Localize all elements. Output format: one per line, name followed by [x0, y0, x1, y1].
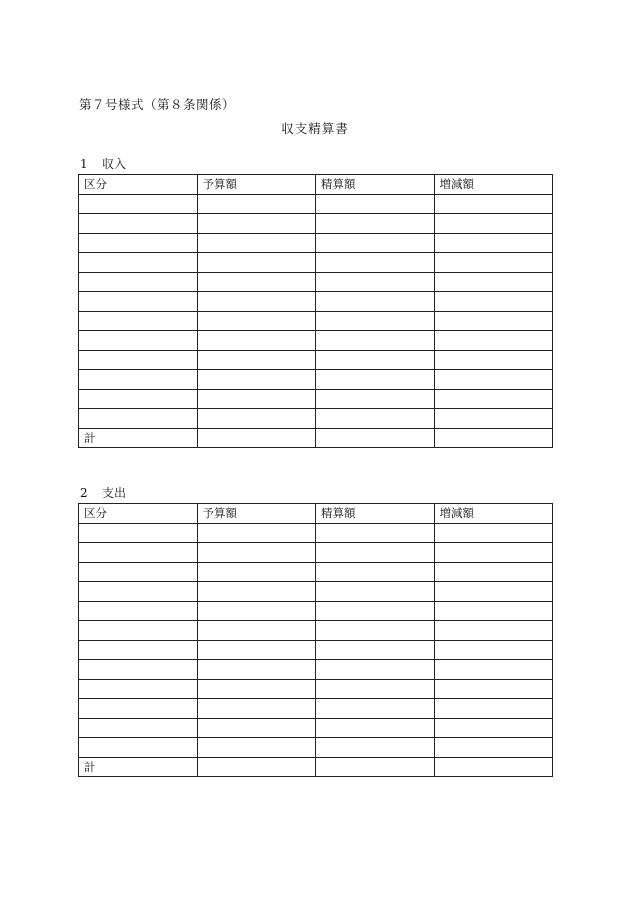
income-cell-difference[interactable] [434, 194, 553, 214]
income-cell-difference[interactable] [434, 214, 553, 234]
income-cell-budget[interactable] [197, 331, 316, 351]
expense-section-label: 支出 [102, 486, 127, 500]
expense-table-row [79, 640, 553, 660]
expense-cell-settled[interactable] [316, 679, 435, 699]
expense-cell-difference[interactable] [434, 601, 553, 621]
expense-cell-settled[interactable] [316, 601, 435, 621]
income-cell-category[interactable] [79, 409, 198, 429]
expense-header-row [79, 504, 553, 524]
income-cell-category[interactable] [79, 331, 198, 351]
expense-cell-category[interactable] [79, 640, 198, 660]
income-cell-difference[interactable] [434, 389, 553, 409]
expense-cell-settled[interactable] [316, 640, 435, 660]
income-table-row [79, 389, 553, 409]
income-cell-difference[interactable] [434, 331, 553, 351]
income-table [78, 174, 553, 448]
expense-table-row [79, 562, 553, 582]
expense-cell-settled[interactable] [316, 660, 435, 680]
income-col-category: 区分 [79, 175, 198, 195]
expense-cell-difference[interactable] [434, 543, 553, 563]
expense-section-heading [80, 484, 126, 501]
income-cell-settled[interactable] [316, 292, 435, 312]
income-col-difference: 増減額 [434, 175, 553, 195]
expense-cell-budget[interactable] [197, 718, 316, 738]
expense-cell-category[interactable] [79, 660, 198, 680]
income-cell-settled[interactable] [316, 389, 435, 409]
income-cell-settled[interactable] [316, 331, 435, 351]
income-header-row [79, 175, 553, 195]
income-cell-category[interactable] [79, 214, 198, 234]
expense-cell-difference[interactable] [434, 640, 553, 660]
income-total-difference[interactable] [434, 428, 553, 448]
income-cell-budget[interactable] [197, 350, 316, 370]
expense-cell-difference[interactable] [434, 562, 553, 582]
income-col-budget: 予算額 [197, 175, 316, 195]
income-total-settled[interactable] [316, 428, 435, 448]
expense-cell-settled[interactable] [316, 562, 435, 582]
expense-cell-budget[interactable] [197, 562, 316, 582]
expense-cell-settled[interactable] [316, 621, 435, 641]
income-cell-category[interactable] [79, 389, 198, 409]
income-table-row [79, 350, 553, 370]
income-total-budget[interactable] [197, 428, 316, 448]
expense-cell-category[interactable] [79, 543, 198, 563]
income-cell-difference[interactable] [434, 350, 553, 370]
income-cell-budget[interactable] [197, 194, 316, 214]
expense-cell-budget[interactable] [197, 582, 316, 602]
expense-table-row [79, 718, 553, 738]
expense-body [79, 523, 553, 757]
income-cell-budget[interactable] [197, 409, 316, 429]
expense-cell-budget[interactable] [197, 621, 316, 641]
income-cell-difference[interactable] [434, 233, 553, 253]
expense-cell-category[interactable] [79, 582, 198, 602]
expense-cell-difference[interactable] [434, 582, 553, 602]
expense-cell-category[interactable] [79, 738, 198, 758]
income-cell-settled[interactable] [316, 311, 435, 331]
income-cell-category[interactable] [79, 370, 198, 390]
income-cell-budget[interactable] [197, 389, 316, 409]
income-cell-difference[interactable] [434, 272, 553, 292]
expense-table-row [79, 582, 553, 602]
income-cell-category[interactable] [79, 350, 198, 370]
expense-cell-category[interactable] [79, 718, 198, 738]
income-cell-difference[interactable] [434, 311, 553, 331]
expense-cell-budget[interactable] [197, 738, 316, 758]
expense-table-row [79, 523, 553, 543]
expense-table-row [79, 543, 553, 563]
expense-total-settled[interactable] [316, 757, 435, 777]
income-cell-category[interactable] [79, 194, 198, 214]
income-table-row [79, 409, 553, 429]
expense-cell-category[interactable] [79, 699, 198, 719]
income-cell-settled[interactable] [316, 370, 435, 390]
expense-total-label: 計 [79, 757, 198, 777]
income-cell-settled[interactable] [316, 350, 435, 370]
income-table-row [79, 292, 553, 312]
expense-cell-settled[interactable] [316, 699, 435, 719]
income-table-row [79, 214, 553, 234]
income-cell-settled[interactable] [316, 214, 435, 234]
form-number: 第７号様式（第８条関係） [79, 97, 236, 112]
expense-cell-difference[interactable] [434, 523, 553, 543]
income-cell-budget[interactable] [197, 311, 316, 331]
income-cell-budget[interactable] [197, 370, 316, 390]
expense-cell-budget[interactable] [197, 601, 316, 621]
income-table-row [79, 233, 553, 253]
expense-cell-settled[interactable] [316, 718, 435, 738]
expense-cell-category[interactable] [79, 523, 198, 543]
expense-col-budget: 予算額 [197, 504, 316, 524]
expense-cell-settled[interactable] [316, 738, 435, 758]
income-cell-category[interactable] [79, 311, 198, 331]
expense-cell-category[interactable] [79, 601, 198, 621]
income-table-row [79, 311, 553, 331]
income-cell-settled[interactable] [316, 194, 435, 214]
expense-cell-settled[interactable] [316, 523, 435, 543]
expense-total-budget[interactable] [197, 757, 316, 777]
expense-cell-difference[interactable] [434, 699, 553, 719]
expense-cell-category[interactable] [79, 621, 198, 641]
income-cell-budget[interactable] [197, 292, 316, 312]
expense-cell-budget[interactable] [197, 660, 316, 680]
expense-cell-budget[interactable] [197, 543, 316, 563]
expense-table-row [79, 621, 553, 641]
income-section-number: 1 [80, 157, 88, 171]
expense-col-category: 区分 [79, 504, 198, 524]
expense-cell-difference[interactable] [434, 621, 553, 641]
income-cell-category[interactable] [79, 253, 198, 273]
income-cell-difference[interactable] [434, 370, 553, 390]
expense-section-number: 2 [80, 486, 88, 500]
expense-table-row [79, 679, 553, 699]
income-table-row [79, 370, 553, 390]
income-cell-budget[interactable] [197, 233, 316, 253]
income-table-row [79, 331, 553, 351]
expense-cell-difference[interactable] [434, 660, 553, 680]
income-cell-settled[interactable] [316, 409, 435, 429]
income-total-row [79, 428, 553, 448]
income-cell-category[interactable] [79, 272, 198, 292]
income-cell-settled[interactable] [316, 233, 435, 253]
expense-cell-category[interactable] [79, 562, 198, 582]
expense-cell-difference[interactable] [434, 718, 553, 738]
expense-col-difference: 増減額 [434, 504, 553, 524]
expense-cell-settled[interactable] [316, 582, 435, 602]
expense-cell-budget[interactable] [197, 679, 316, 699]
income-cell-difference[interactable] [434, 292, 553, 312]
income-cell-difference[interactable] [434, 253, 553, 273]
income-cell-settled[interactable] [316, 253, 435, 273]
income-cell-category[interactable] [79, 233, 198, 253]
income-cell-settled[interactable] [316, 272, 435, 292]
expense-col-settled: 精算額 [316, 504, 435, 524]
income-cell-category[interactable] [79, 292, 198, 312]
income-table-row [79, 272, 553, 292]
expense-cell-difference[interactable] [434, 679, 553, 699]
income-table-row [79, 194, 553, 214]
expense-total-row [79, 757, 553, 777]
income-col-settled: 精算額 [316, 175, 435, 195]
income-cell-budget[interactable] [197, 272, 316, 292]
expense-table-row [79, 601, 553, 621]
income-section-heading [80, 155, 126, 172]
expense-cell-budget[interactable] [197, 640, 316, 660]
expense-cell-settled[interactable] [316, 543, 435, 563]
income-table-row [79, 253, 553, 273]
income-cell-budget[interactable] [197, 253, 316, 273]
page-title: 収支精算書 [281, 121, 349, 136]
income-cell-budget[interactable] [197, 214, 316, 234]
expense-table-row [79, 699, 553, 719]
income-section-label: 収入 [102, 157, 127, 171]
expense-table-row [79, 738, 553, 758]
expense-table-row [79, 660, 553, 680]
income-cell-difference[interactable] [434, 409, 553, 429]
income-total-label: 計 [79, 428, 198, 448]
expense-table [78, 503, 553, 777]
income-body [79, 194, 553, 428]
expense-cell-category[interactable] [79, 679, 198, 699]
expense-cell-budget[interactable] [197, 699, 316, 719]
expense-cell-difference[interactable] [434, 738, 553, 758]
expense-total-difference[interactable] [434, 757, 553, 777]
expense-cell-budget[interactable] [197, 523, 316, 543]
